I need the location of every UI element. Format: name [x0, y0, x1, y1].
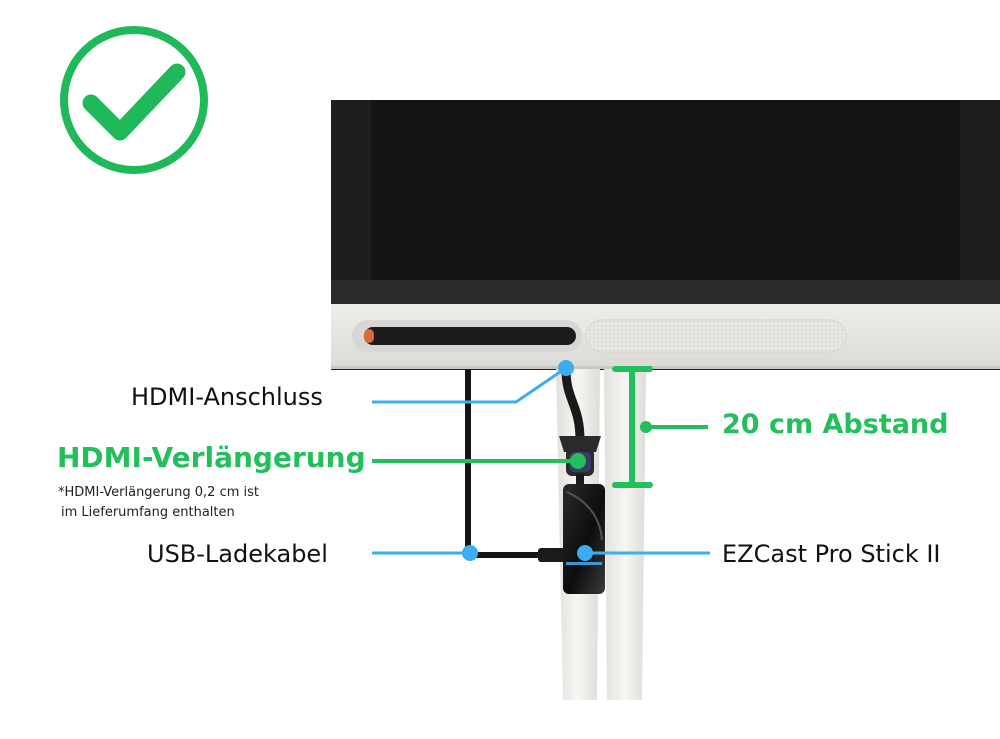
product-label: EZCast Pro Stick II: [722, 540, 941, 568]
pointer-hdmi-extension: [372, 453, 586, 469]
usb-cable-label: USB-Ladekabel: [147, 540, 328, 568]
speaker-grille: [586, 320, 846, 352]
interactive-display: [331, 100, 1000, 370]
stand-leg-right: [604, 369, 646, 700]
note-line-1: *HDMI-Verlängerung 0,2 cm ist: [58, 485, 259, 500]
note-line-2: im Lieferumfang enthalten: [61, 505, 235, 520]
pointer-usb-cable: [372, 545, 478, 561]
usb-cable: [468, 369, 568, 562]
display-screen: [371, 100, 960, 284]
stylus-pen: [364, 327, 576, 345]
distance-label: 20 cm Abstand: [722, 409, 949, 440]
ezcast-stick: [563, 484, 605, 594]
hdmi-extension-label: HDMI-Verlängerung: [57, 441, 366, 474]
check-circle-icon: [64, 30, 204, 170]
hdmi-port-label: HDMI-Anschluss: [131, 383, 323, 411]
